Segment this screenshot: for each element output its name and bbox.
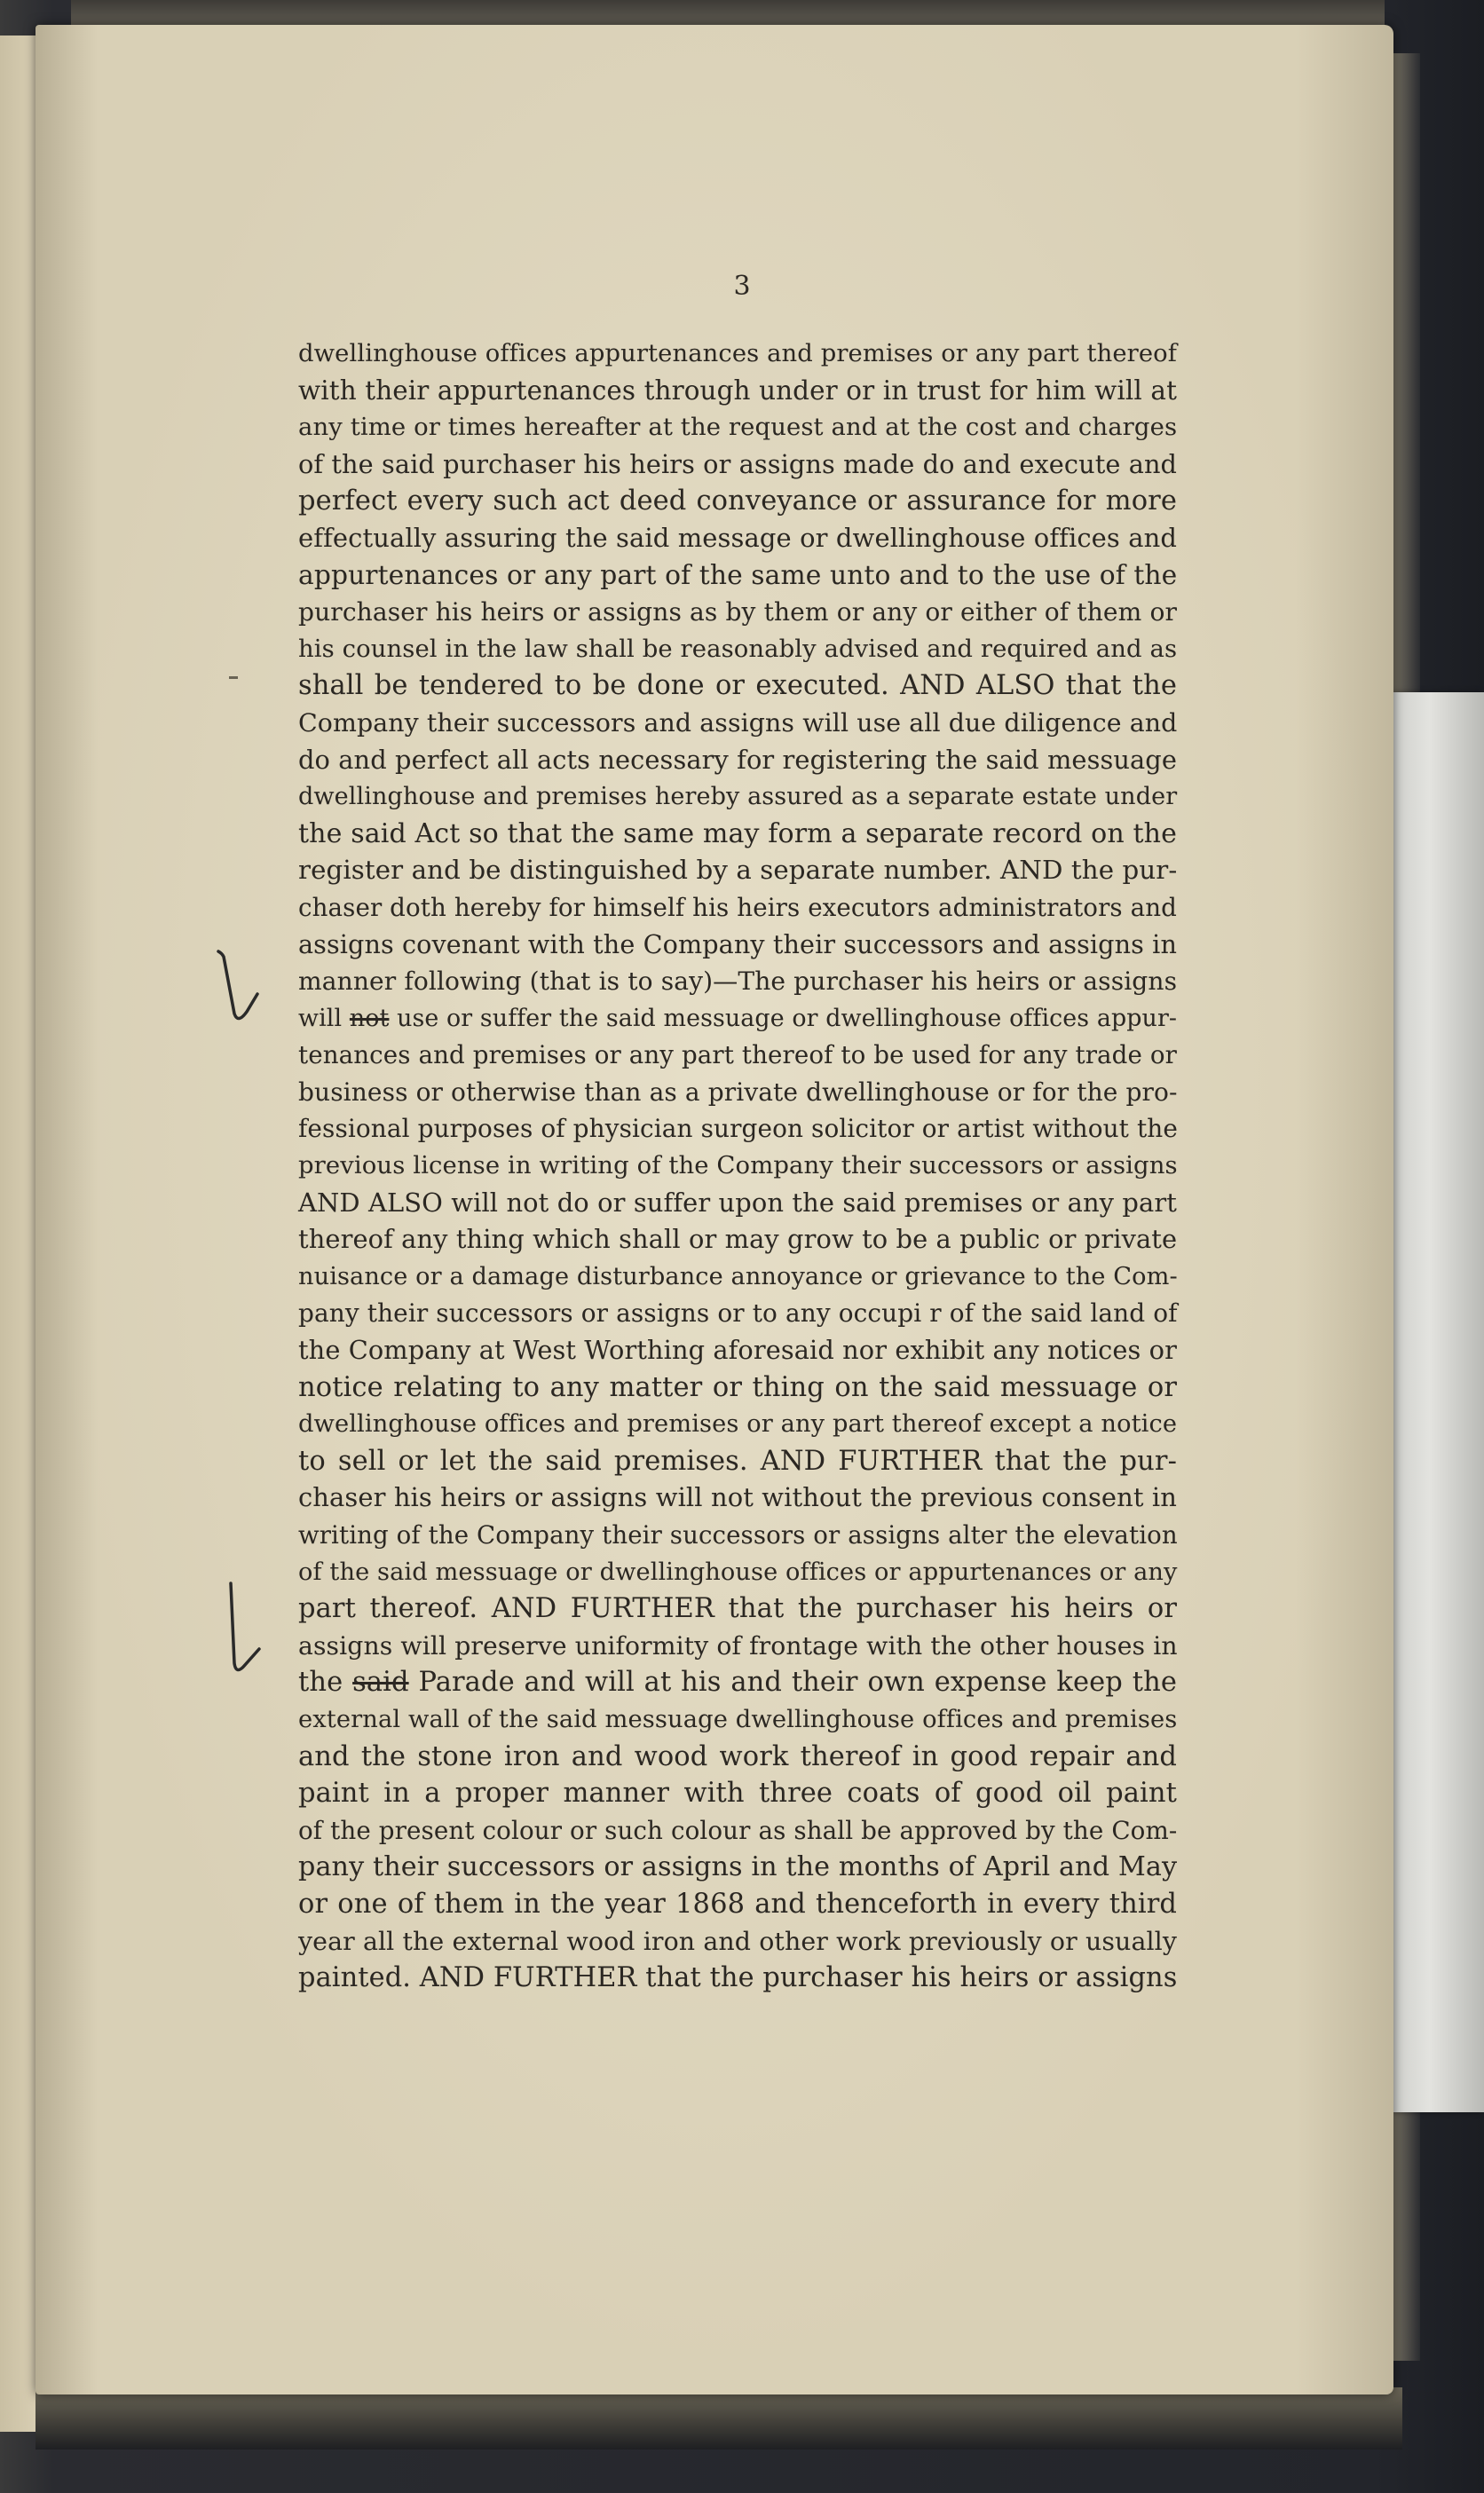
text-line: previous license in writing of the Company their successors or assigns xyxy=(298,1152,1178,1180)
text-line: assigns will preserve uniformity of frontage with the other houses in xyxy=(298,1630,1178,1661)
text-line: assigns covenant with the Company their successors and assigns in xyxy=(298,928,1177,959)
text-line: painted. AND FURTHER that the purchaser his heirs or assigns xyxy=(298,1962,1178,1994)
page-number: 3 xyxy=(733,271,751,302)
text-line: or one of them in the year 1868 and thenceforth in every third xyxy=(298,1888,1177,1920)
text-line: chaser his heirs or assigns will not without the previous consent in xyxy=(298,1482,1177,1513)
text-segment: use or suffer the said messuage or dwellinghouse offices appur- xyxy=(389,1004,1178,1032)
text-line: perfect every such act deed conveyance or assurance for more xyxy=(298,485,1177,517)
text-line: nuisance or a damage disturbance annoyance or grievance to the Com- xyxy=(298,1262,1178,1290)
text-line: notice relating to any matter or thing on the said messuage or xyxy=(298,1371,1177,1403)
text-line: external wall of the said messuage dwellinghouse offices and premises xyxy=(298,1705,1178,1733)
bottom-page-edges xyxy=(36,2387,1402,2450)
text-line: pany their successors or assigns in the months of April and May xyxy=(298,1851,1178,1883)
text-line: pany their successors or assigns or to any occupi r of the said land of xyxy=(298,1298,1178,1329)
inserted-paper-tab xyxy=(1393,692,1484,2112)
text-line: the Company at West Worthing aforesaid nor exhibit any notices or xyxy=(298,1335,1177,1366)
text-line xyxy=(298,1000,1177,1037)
text-line: do and perfect all acts necessary for registering the said messuage xyxy=(298,744,1178,775)
text-line xyxy=(298,1664,1177,1701)
text-line: of the said purchaser his heirs or assigns made do and execute and xyxy=(298,448,1178,479)
text-line: shall be tendered to be done or executed. AND ALSO that the xyxy=(298,670,1177,702)
text-line: writing of the Company their successors or assigns alter the elevation xyxy=(298,1520,1178,1550)
text-line: register and be distinguished by a separate number. AND the pur- xyxy=(298,855,1178,886)
struck-word: not xyxy=(349,1004,390,1032)
margin-tick-mark-icon xyxy=(211,943,264,1031)
text-line: AND ALSO will not do or suffer upon the said premises or any part xyxy=(298,1187,1177,1218)
text-line: dwellinghouse and premises hereby assured as a separate estate under xyxy=(298,783,1178,811)
text-line: thereof any thing which shall or may grow to be a public or private xyxy=(298,1224,1178,1255)
text-line: appurtenances or any part of the same unto and to the use of the xyxy=(298,559,1178,591)
text-line: manner following (that is to say)—The purchaser his heirs or assigns xyxy=(298,966,1178,997)
text-line: any time or times hereafter at the request and at the cost and charges xyxy=(298,414,1178,442)
margin-tick-mark-icon xyxy=(213,1578,266,1684)
text-line: his counsel in the law shall be reasonably advised and required and as xyxy=(298,635,1178,663)
text-line: the said Act so that the same may form a separate record on the xyxy=(298,817,1177,849)
text-segment: will xyxy=(298,1004,350,1032)
text-line: purchaser his heirs or assigns as by them or any or either of them or xyxy=(298,597,1177,627)
text-segment: the xyxy=(298,1667,353,1699)
text-line: chaser doth hereby for himself his heirs executors administrators and xyxy=(298,892,1177,922)
text-line: of the said messuage or dwellinghouse offices or appurtenances or any xyxy=(298,1558,1178,1586)
text-line: year all the external wood iron and other work previously or usually xyxy=(298,1926,1178,1956)
text-line: with their appurtenances through under or in trust for him will at xyxy=(298,375,1177,406)
text-line: business or otherwise than as a private dwellinghouse or for the pro- xyxy=(298,1077,1178,1107)
text-line: dwellinghouse offices appurtenances and premises or any part thereof xyxy=(298,340,1178,367)
text-line: tenances and premises or any part thereof to be used for any trade or xyxy=(298,1040,1177,1070)
struck-word: said xyxy=(352,1667,409,1699)
margin-dash-mark xyxy=(229,676,238,679)
body-text xyxy=(298,335,1177,1997)
text-line: paint in a proper manner with three coats of good oil paint xyxy=(298,1778,1177,1810)
text-segment: Parade and will at his and their own expense keep the xyxy=(408,1667,1178,1699)
text-line: part thereof. AND FURTHER that the purchaser his heirs or xyxy=(298,1593,1177,1625)
text-line: Company their successors and assigns will use all due diligence and xyxy=(298,707,1178,738)
text-line: of the present colour or such colour as shall be approved by the Com- xyxy=(298,1815,1178,1845)
text-line: to sell or let the said premises. AND FURTHER that the pur- xyxy=(298,1445,1177,1477)
text-line: dwellinghouse offices and premises or any part thereof except a notice xyxy=(298,1410,1178,1439)
text-line: fessional purposes of physician surgeon solicitor or artist without the xyxy=(298,1114,1178,1144)
text-line: and the stone iron and wood work thereof in good repair and xyxy=(298,1740,1177,1772)
text-line: effectually assuring the said message or dwellinghouse offices and xyxy=(298,522,1177,553)
